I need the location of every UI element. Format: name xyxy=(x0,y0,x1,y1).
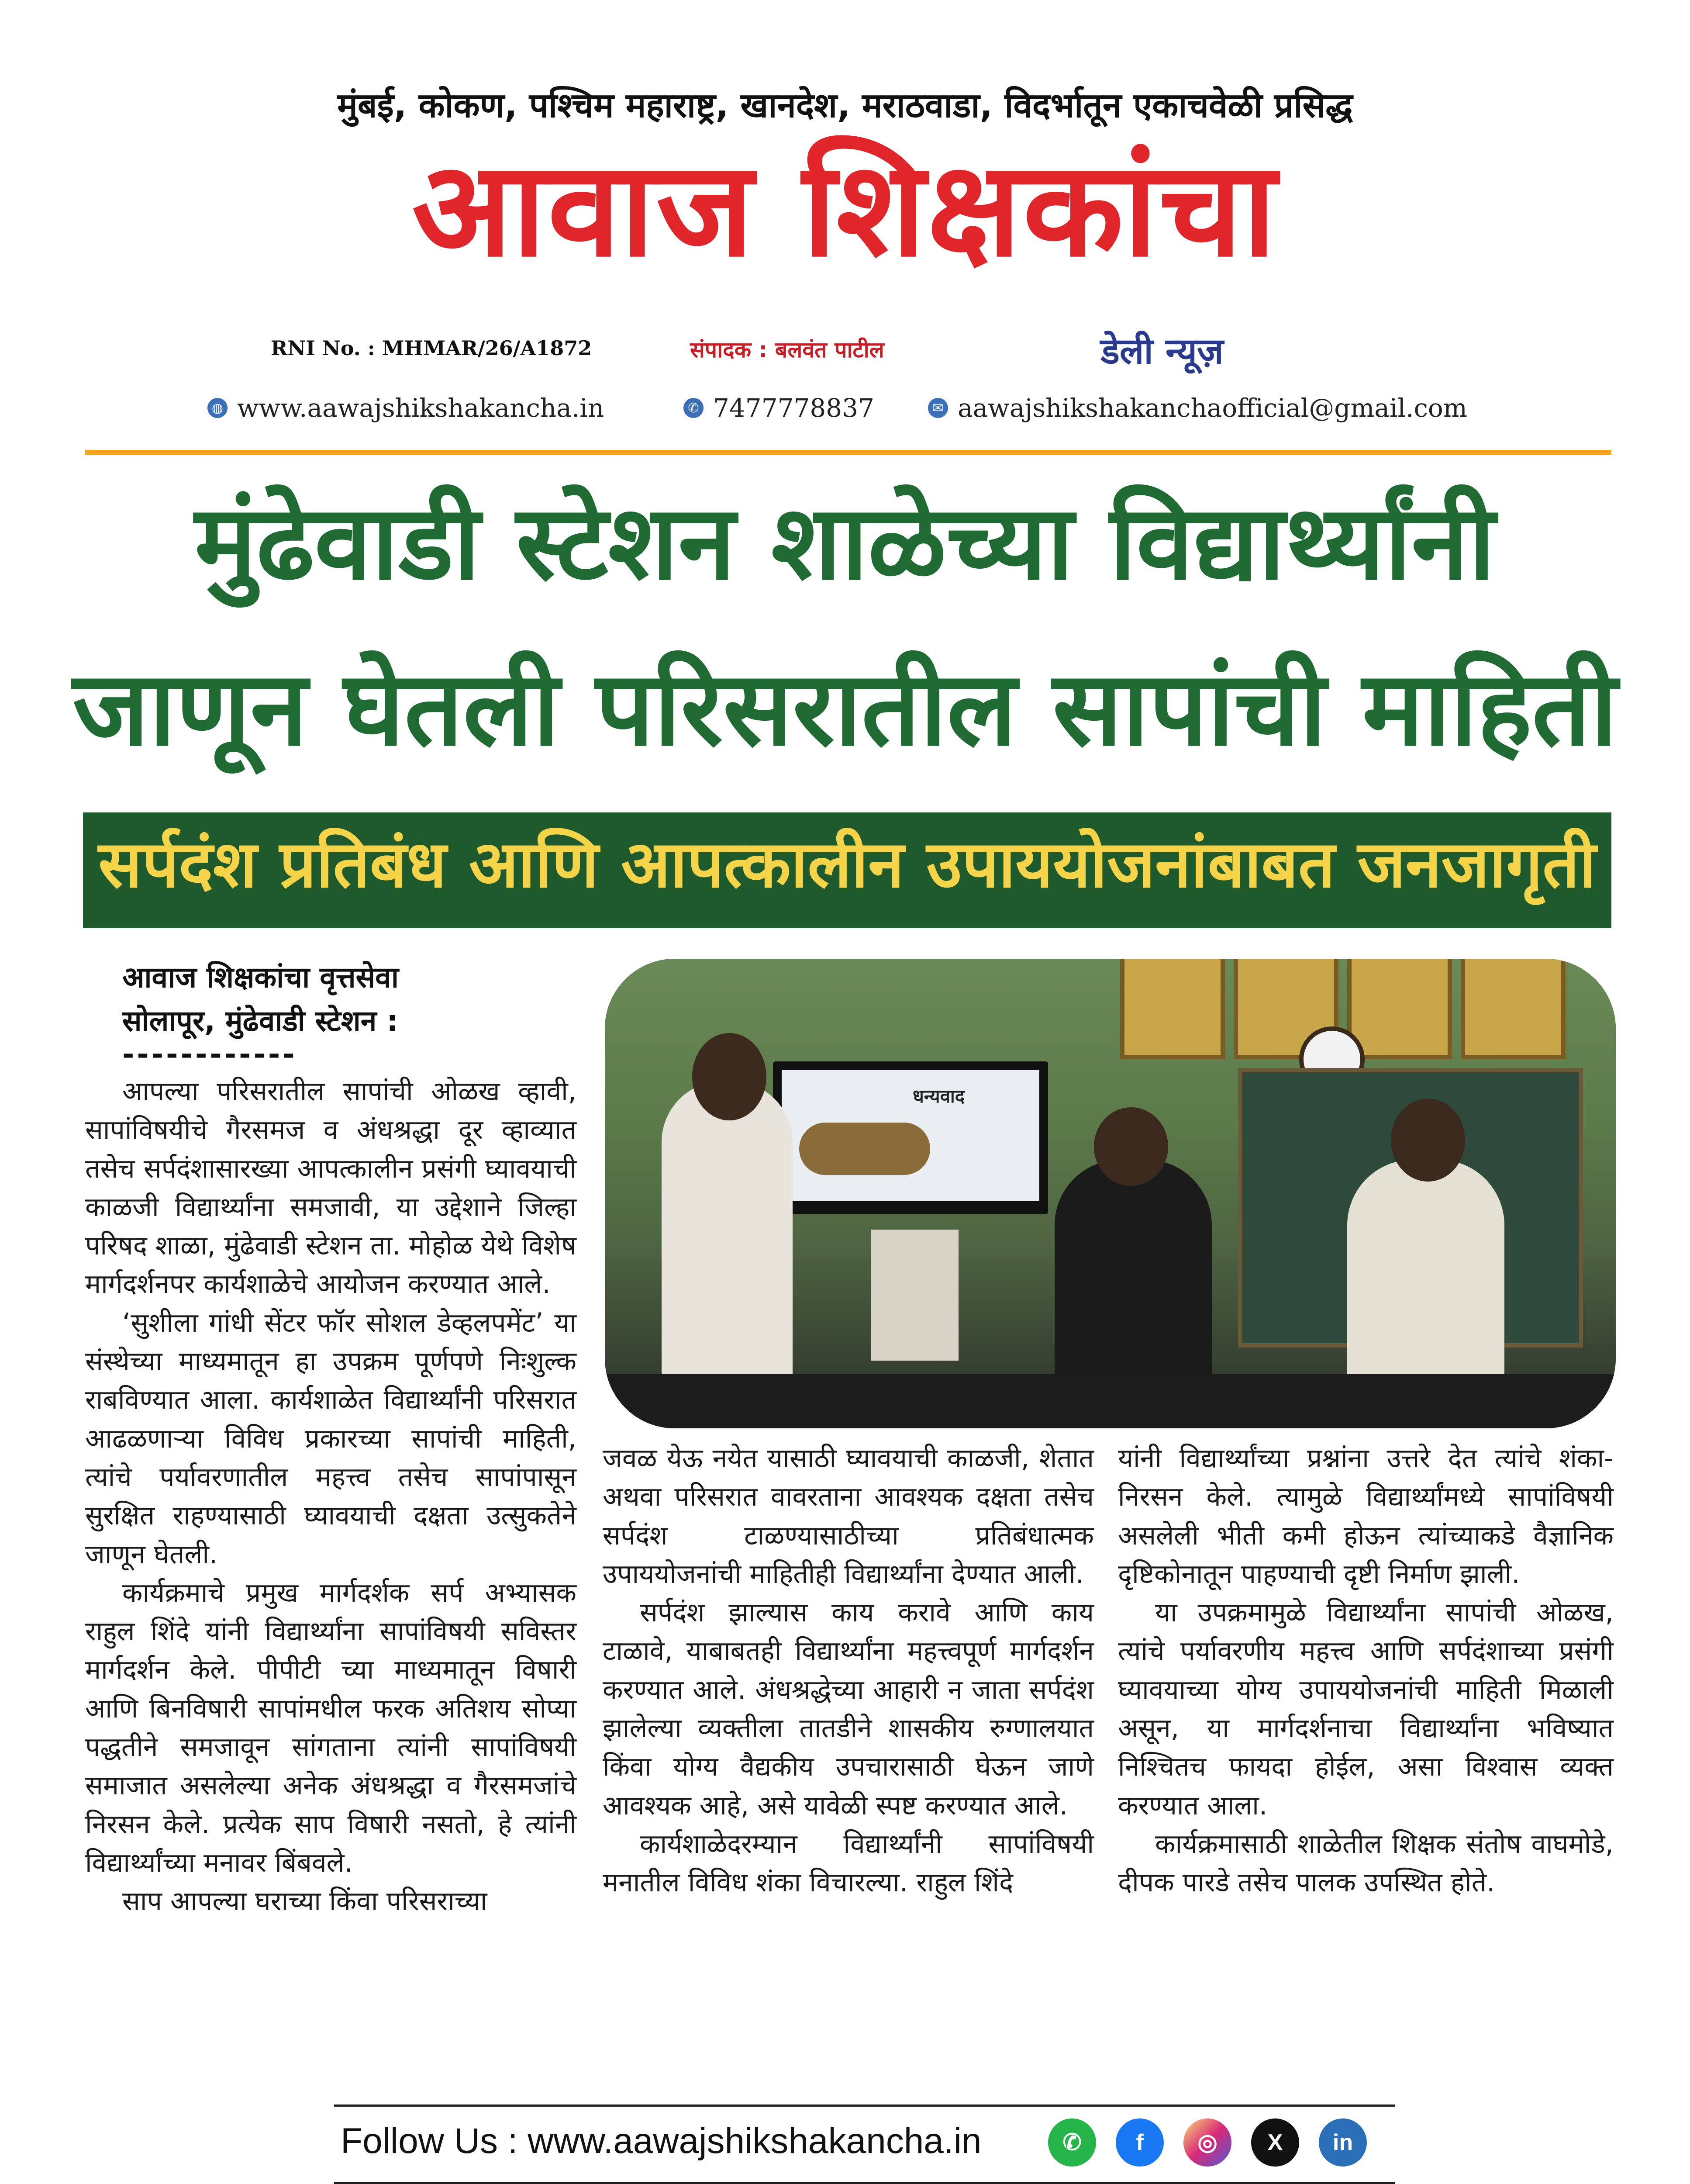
paragraph: सर्पदंश झाल्यास काय करावे आणि काय टाळावे, याबाबतही विद्यार्थ्यांना महत्त्वपूर्ण मार्गदर्शन करण्यात आले. अंधश्रद्धेच्या आहारी न जाता सर्पदंश झालेल्या व्यक्तीला तातडीने शासकीय रुग्णालयात किंवा योग्य वैद्यकीय उपचारासाठी घेऊन जाणे आवश्यक आहे, असे यावेळी स्पष्ट करण्यात आले. xyxy=(603,1597,1094,1821)
students-foreground xyxy=(605,1374,1616,1428)
phone-contact[interactable] xyxy=(683,393,874,423)
byline-location: सोलापूर, मुंढेवाडी स्टेशन : xyxy=(122,1004,398,1038)
footer-top-rule xyxy=(334,2105,1395,2107)
website-text: www.aawajshikshakancha.in xyxy=(237,393,604,423)
website-contact[interactable] xyxy=(207,393,604,423)
paragraph: आपल्या परिसरातील सापांची ओळख व्हावी, सापांविषयीचे गैरसमज व अंधश्रद्धा दूर व्हाव्यात तसेच सर्पदंशासारख्या आपत्कालीन प्रसंगी घ्यावयाची काळजी विद्यार्थ्यांना समजावी, या उद्देशाने जिल्हा परिषद शाळा, मुंढेवाडी स्टेशन ता. मोहोळ येथे विशेष मार्गदर्शनपर कार्यशाळेचे आयोजन करण्यात आले. xyxy=(85,1076,576,1300)
paragraph: या उपक्रमामुळे विद्यार्थ्यांना सापांची ओळख, त्यांचे पर्यावरणीय महत्त्व आणि सर्पदंशाच्या प्रसंगी घ्यावयाच्या योग्य उपाययोजनांची माहिती मिळाली असून, या मार्गदर्शनाचा विद्यार्थ्यांना भविष्यात निश्चितच फायदा होईल, असा विश्वास व्यक्त करण्यात आला. xyxy=(1118,1597,1614,1821)
facebook-icon[interactable]: f xyxy=(1116,2118,1164,2167)
portrait-frame xyxy=(1461,959,1566,1059)
calendar xyxy=(871,1230,959,1361)
presentation-slide xyxy=(782,1070,1039,1201)
x-icon[interactable]: X xyxy=(1251,2118,1299,2167)
slide-thank-you: धन्यवाद xyxy=(913,1085,965,1107)
phone-icon: ✆ xyxy=(683,398,704,418)
byline-divider: ------------ xyxy=(122,1037,297,1071)
paragraph: ‘सुशीला गांधी सेंटर फॉर सोशल डेव्हलपमेंट’ या संस्थेच्या माध्यमातून हा उपक्रम पूर्णपणे निःशुल्क राबविण्यात आला. कार्यशाळेत विद्यार्थ्यांनी परिसरात आढळणाऱ्या विविध प्रकारच्या सापांची माहिती, त्यांचे पर्यावरणातील महत्त्व तसेच सापांपासून सुरक्षित राहण्यासाठी घ्यावयाची दक्षता उत्सुकतेने जाणून घेतली. xyxy=(85,1307,576,1570)
footer-bottom-rule xyxy=(334,2182,1395,2184)
follow-us-link[interactable]: Follow Us : www.aawajshikshakancha.in xyxy=(341,2121,982,2161)
linkedin-icon[interactable]: in xyxy=(1319,2118,1367,2167)
article-column-2 xyxy=(603,1439,1094,1902)
paragraph: साप आपल्या घराच्या किंवा परिसराच्या xyxy=(122,1886,487,1917)
paragraph: जवळ येऊ नयेत यासाठी घ्यावयाची काळजी, शेतात अथवा परिसरात वावरताना आवश्यक दक्षता तसेच सर्पदंश टाळण्यासाठीच्या प्रतिबंधात्मक उपाययोजनांची माहितीही विद्यार्थ्यांना देण्यात आली. xyxy=(603,1443,1094,1590)
portrait-frame xyxy=(1120,959,1225,1059)
portrait-frame xyxy=(1347,959,1452,1059)
daily-news-label: डेली न्यूज़ xyxy=(1100,331,1224,372)
tagline: मुंबई, कोकण, पश्चिम महाराष्ट्र, खानदेश, मराठवाडा, विदर्भातून एकाचवेळी प्रसिद्ध xyxy=(337,86,1353,125)
masthead-title: आवाज शिक्षकांचा xyxy=(412,133,1278,286)
email-text: aawajshikshakanchaofficial@gmail.com xyxy=(958,393,1467,423)
paragraph: कार्यक्रमासाठी शाळेतील शिक्षक संतोष वाघमोडे, दीपक पारडे तसेच पालक उपस्थित होते. xyxy=(1118,1828,1614,1898)
whatsapp-icon[interactable]: ✆ xyxy=(1048,2118,1096,2167)
article-column-3 xyxy=(1118,1439,1614,1902)
article-column-1 xyxy=(85,1072,576,1921)
globe-icon: ◍ xyxy=(207,398,228,418)
headline-line-1: मुंढेवाडी स्टेशन शाळेच्या विद्यार्थ्यांनी xyxy=(194,483,1496,603)
rni-number: RNI No. : MHMAR/26/A1872 xyxy=(271,336,592,360)
editor-name: संपादक : बलवंत पाटील xyxy=(690,337,884,363)
byline-agency: आवाज शिक्षकांचा वृत्तसेवा xyxy=(122,961,399,994)
paragraph: कार्यशाळेदरम्यान विद्यार्थ्यांनी सापांविषयी मनातील विविध शंका विचारल्या. राहुल शिंदे xyxy=(603,1828,1094,1898)
paragraph: कार्यक्रमाचे प्रमुख मार्गदर्शक सर्प अभ्यासक राहुल शिंदे यांनी विद्यार्थ्यांना सापांविषयी सविस्तर मार्गदर्शन केले. पीपीटी च्या माध्यमातून विषारी आणि बिनविषारी सापांमधील फरक अतिशय सोप्या पद्धतीने समजावून सांगताना त्यांनी सापांविषयी समाजात असलेल्या अनेक अंधश्रद्धा व गैरसमजांचे निरसन केले. प्रत्येक साप विषारी नसतो, हे त्यांनी विद्यार्थ्यांच्या मनावर बिंबवले. xyxy=(85,1577,576,1878)
subheadline: सर्पदंश प्रतिबंध आणि आपत्कालीन उपाययोजनांबाबत जनजागृती xyxy=(98,827,1596,902)
headline-line-2: जाणून घेतली परिसरातील सापांची माहिती xyxy=(72,649,1618,769)
header-divider xyxy=(85,450,1611,455)
instagram-icon[interactable]: ◎ xyxy=(1183,2118,1231,2167)
email-contact[interactable] xyxy=(928,393,1467,423)
event-photo xyxy=(605,959,1616,1428)
mail-icon: ✉ xyxy=(928,398,948,418)
snake-image xyxy=(799,1123,930,1175)
paragraph: यांनी विद्यार्थ्यांच्या प्रश्नांना उत्तरे देत त्यांचे शंका-निरसन केले. त्यामुळे विद्यार्थ्यांमध्ये सापांविषयी असलेली भीती कमी होऊन त्यांच्याकडे वैज्ञानिक दृष्टिकोनातून पाहण्याची दृष्टी निर्माण झाली. xyxy=(1118,1443,1614,1590)
phone-text: 7477778837 xyxy=(713,393,875,423)
